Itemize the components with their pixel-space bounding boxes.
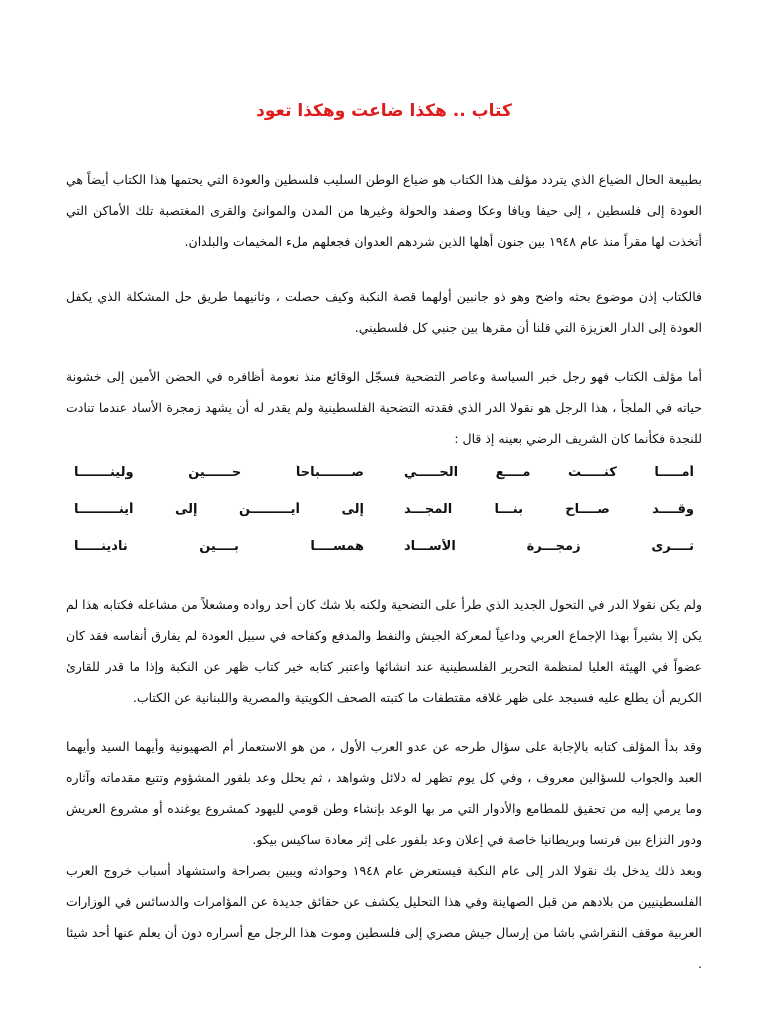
poem-hemistich-first: وقــــد صــــاح بنـــا المجـــد xyxy=(404,502,694,517)
paragraph-balfour: وقد بدأ المؤلف كتابه بالإجابة على سؤال طرحه عن عدو العرب الأول ، من هو الاستعمار أم الصهيونية وأيهما السيد وأيهما العبد والجواب للسؤالين معروف ، وفي كل يوم تظهر له دلائل وشواهد ، ثم يحلل وعد بلفور المشؤوم وتتبع مقدماته وآثاره وما يرمي إليه من تحقيق للمطامع والأدوار التي مر بها الوعد بإنشاء وطن قومي لليهود كمشروع يوغنده أو مشروع العريش ودور النزاع بين فرنسا وبريطانيا خاصة في إعلان وعد بلفور على إثر معادة ساكيس بيكو. xyxy=(66,739,702,847)
paragraph-intro: بطبيعة الحال الضياع الذي يتردد مؤلف هذا الكتاب هو ضياع الوطن السليب فلسطين والعودة التي يحتمها هذا الكتاب أيضاً هي العودة إلى فلسطين ، إلى حيفا ويافا وعكا وصفد والحولة وغيرها من المدن والموانئ والقرى المغتصبة تلك الأماكن التي أتخذت لها مقراً منذ عام ١٩٤٨ بين جنون أهلها الذين شردهم العدوان فجعلهم ملء المخيمات والبلدان. xyxy=(66,172,702,249)
page-title: كتاب .. هكذا ضاعت وهكذا تعود xyxy=(256,101,512,121)
poem-hemistich-first: أمـــــا كنـــــت مــــع الحـــــي xyxy=(404,465,694,480)
poem-block xyxy=(66,454,702,565)
paragraph-transformation: ولم يكن نقولا الدر في التحول الجديد الذي طرأ على التضحية ولكنه بلا شك كان أحد رواده ومشعلاً من مشاعله فكتابه هذا لم يكن إلا بشيراً بهذا الإجماع العربي وداعياً لمعركة الجيش والنفط والمدفع وكفاحه في سبيل العودة لم يفارق أنفاسه فقد كان عضواً في الهيئة العليا لمنظمة التحرير الفلسطينية عند انشائها واعتبر كتابه خير كتاب ظهر عن النكبة وإذا ما قدر للقارئ الكريم أن يطلع عليه فسيجد على ظهر غلافه مقتطفات ما كتبته الصحف الكويتية والمصرية واللبنانية عن الكتاب. xyxy=(66,597,702,705)
poem-verse xyxy=(66,491,702,528)
poem-verse xyxy=(66,454,702,491)
paragraph-topic: فالكتاب إذن موضوع بحثه واضح وهو ذو جانبين أولهما قصة النكبة وكيف حصلت ، وثانيهما طريق حل المشكلة الذي يكفل العودة إلى الدار العزيزة التي قلنا أن مقرها بين جنبي كل فلسطيني. xyxy=(66,289,702,335)
poem-hemistich-second: همســــا بــــين نادينـــــا xyxy=(74,539,364,554)
poem-verse xyxy=(66,528,702,565)
poem-hemistich-second: إلى أيـــــــــن إلى أينـــــــــا xyxy=(74,502,364,517)
poem-hemistich-first: تــــرى زمجـــرة الأســـاد xyxy=(404,539,694,554)
paragraph-author: أما مؤلف الكتاب فهو رجل خبر السياسة وعاصر التضحية فسجّل الوقائع منذ نعومة أظافره في الحضن الأمين إلى خشونة حياته في الملجأ ، هذا الرجل هو نقولا الدر الذي فقدته التضحية الفلسطينية ولم يقدر له أن يشهد زمجرة الأساد عندما تنادت للنجدة فكأنما كان الشريف الرضي بعينه إذ قال : xyxy=(66,369,702,446)
paragraph-nakba: وبعد ذلك يدخل بك نقولا الدر إلى عام النكبة فيستعرض عام ١٩٤٨ وحوادثه ويبين بصراحة واستشهاد أسباب خروج العرب الفلسطينيين من بلادهم من قبل الصهاينة وفي هذا التحليل يكشف عن حقائق جديدة عن المؤامرات والدسائس في الوزارات العربية موقف النقراشي باشا من إرسال جيش مصري إلى فلسطين وموت هذا الرجل مع أسراره دون أن يعلم عنها أحد شيئا . xyxy=(66,863,702,971)
poem-hemistich-second: صـــــــباحاً حــــــين ولينـــــــا xyxy=(74,465,364,480)
